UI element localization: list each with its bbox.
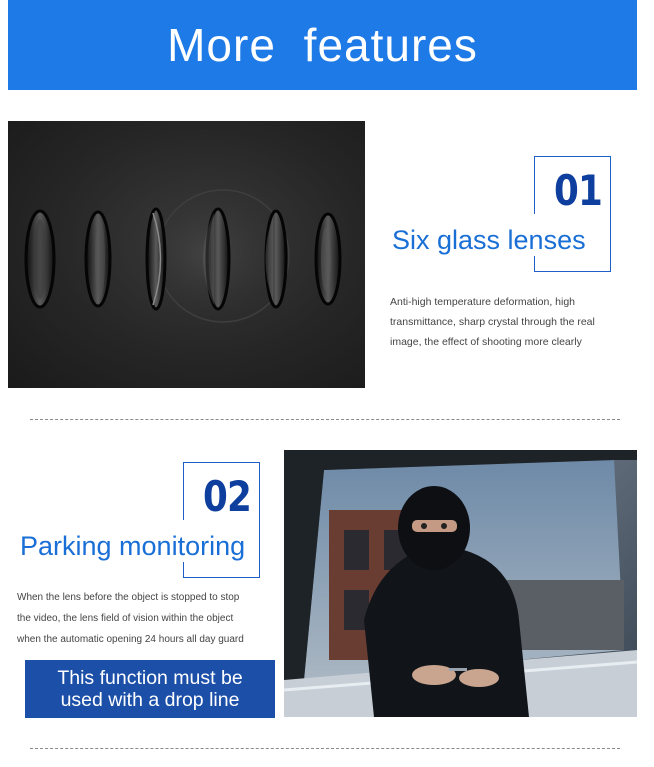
page-title: More features bbox=[167, 19, 478, 71]
feature-01-frame-bottom bbox=[534, 256, 611, 272]
feature-01-number: 01 bbox=[554, 166, 602, 215]
feature-01-desc-line: image, the effect of shooting more clearly bbox=[390, 336, 582, 348]
intruder-car-window-photo bbox=[284, 450, 637, 717]
feature-01-title: Six glass lenses bbox=[392, 225, 586, 255]
feature-02-description bbox=[17, 587, 279, 650]
feature-02-frame-right bbox=[259, 462, 260, 577]
notice-line: This function must be bbox=[57, 667, 243, 689]
notice-line: used with a drop line bbox=[60, 689, 240, 711]
feature-01-description bbox=[390, 292, 640, 352]
header-banner bbox=[8, 0, 637, 90]
feature-02-number: 02 bbox=[203, 472, 251, 521]
section-divider bbox=[30, 419, 620, 420]
feature-02-title: Parking monitoring bbox=[20, 531, 246, 561]
feature-01-desc-line: Anti-high temperature deformation, high bbox=[390, 296, 576, 308]
feature-02-frame-bottom bbox=[183, 562, 260, 578]
feature-02-desc-line: When the lens before the object is stopped to stop bbox=[17, 592, 240, 603]
feature-02-desc-line: when the automatic opening 24 hours all day guard bbox=[17, 634, 244, 645]
feature-02-frame-left bbox=[183, 462, 184, 520]
feature-02-frame-top bbox=[183, 462, 259, 463]
feature-01-frame-corner bbox=[534, 156, 535, 214]
feature-01-desc-line: transmittance, sharp crystal through the real bbox=[390, 316, 595, 328]
section-divider bbox=[30, 748, 620, 749]
lens-elements-photo bbox=[8, 121, 365, 388]
drop-line-notice bbox=[25, 660, 275, 718]
feature-02-desc-line: the video, the lens field of vision within the object bbox=[17, 613, 234, 624]
